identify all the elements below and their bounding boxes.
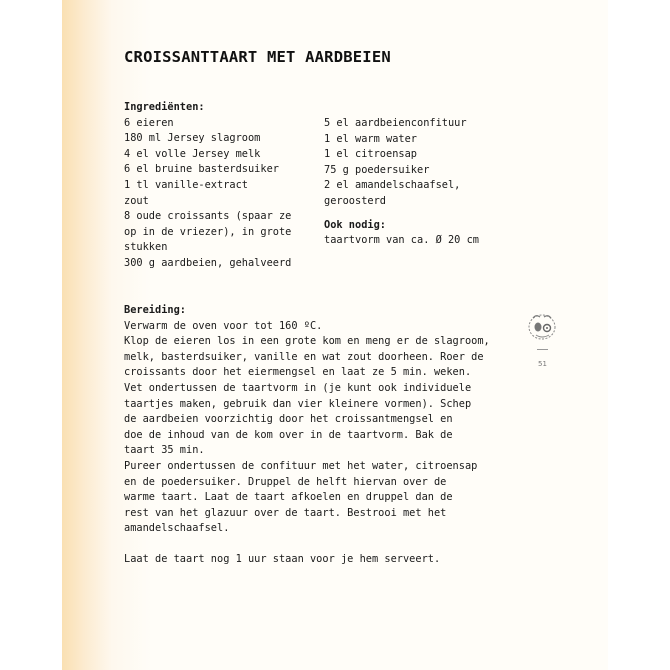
ingredient-item: 6 eieren [124, 116, 174, 129]
page-number: 51 [538, 360, 547, 368]
preparation-line: Verwarm de oven voor tot 160 ºC. [124, 319, 323, 332]
ingredient-item: 180 ml Jersey slagroom [124, 132, 261, 145]
preparation-line: warme taart. Laat de taart afkoelen en druppel dan de [124, 491, 453, 504]
ingredient-item: stukken [124, 241, 168, 254]
preparation-line: taartjes maken, gebruik dan vier kleinere vormen). Schep [124, 397, 472, 410]
ingredient-item: 4 el volle Jersey melk [124, 147, 261, 160]
preparation-line: taart 35 min. [124, 444, 205, 457]
ingredient-item: op in de vriezer), in grote [124, 225, 292, 238]
also-needed-item: taartvorm van ca. Ø 20 cm [324, 234, 479, 247]
ingredient-item: zout [124, 194, 149, 207]
preparation-line: de aardbeien voorzichtig door het croissantmengsel en [124, 413, 453, 426]
ingredient-item: 2 el amandelschaafsel, [324, 179, 461, 192]
ingredient-item: 1 el citroensap [324, 148, 417, 161]
ingredient-item: 75 g poedersuiker [324, 163, 430, 176]
page-number-divider [537, 349, 548, 350]
preparation-line: rest van het glazuur over de taart. Bestrooi met het [124, 506, 447, 519]
ingredients-left-column [124, 100, 291, 272]
preparation-line: croissants door het eiermengsel en laat ze 5 min. weken. [124, 366, 472, 379]
ingredients-heading: Ingrediënten: [124, 101, 205, 113]
ingredient-item: 5 el aardbeienconfituur [324, 117, 467, 129]
preparation-line: Pureer ondertussen de confituur met het water, citroensap [124, 459, 478, 472]
preparation-line: Vet ondertussen de taartvorm in (je kunt ook individuele [124, 381, 472, 394]
ingredient-item: 8 oude croissants (spaar ze [124, 210, 292, 223]
preparation-line: amandelschaafsel. [124, 522, 230, 535]
preparation-heading: Bereiding: [124, 304, 186, 316]
ingredient-item: 300 g aardbeien, gehalveerd [124, 256, 292, 269]
preparation-section [124, 303, 490, 537]
cow-illustration-icon [524, 308, 560, 344]
ingredient-item: geroosterd [324, 194, 386, 207]
ingredients-right-column [324, 116, 479, 249]
serving-note: Laat de taart nog 1 uur staan voor je hem serveert. [124, 553, 441, 565]
preparation-line: Klop de eieren los in een grote kom en meng er de slagroom, [124, 335, 490, 348]
also-needed-heading: Ook nodig: [324, 218, 386, 231]
recipe-title: CROISSANTTAART MET AARDBEIEN [124, 48, 391, 66]
ingredient-item: 1 tl vanille-extract [124, 178, 248, 191]
ingredient-item: 6 el bruine basterdsuiker [124, 163, 279, 176]
preparation-line: en de poedersuiker. Druppel de helft hiervan over de [124, 475, 447, 488]
ingredient-item: 1 el warm water [324, 132, 417, 145]
preparation-line: melk, basterdsuiker, vanille en wat zout doorheen. Roer de [124, 350, 484, 363]
preparation-line: doe de inhoud van de kom over in de taartvorm. Bak de [124, 428, 453, 441]
